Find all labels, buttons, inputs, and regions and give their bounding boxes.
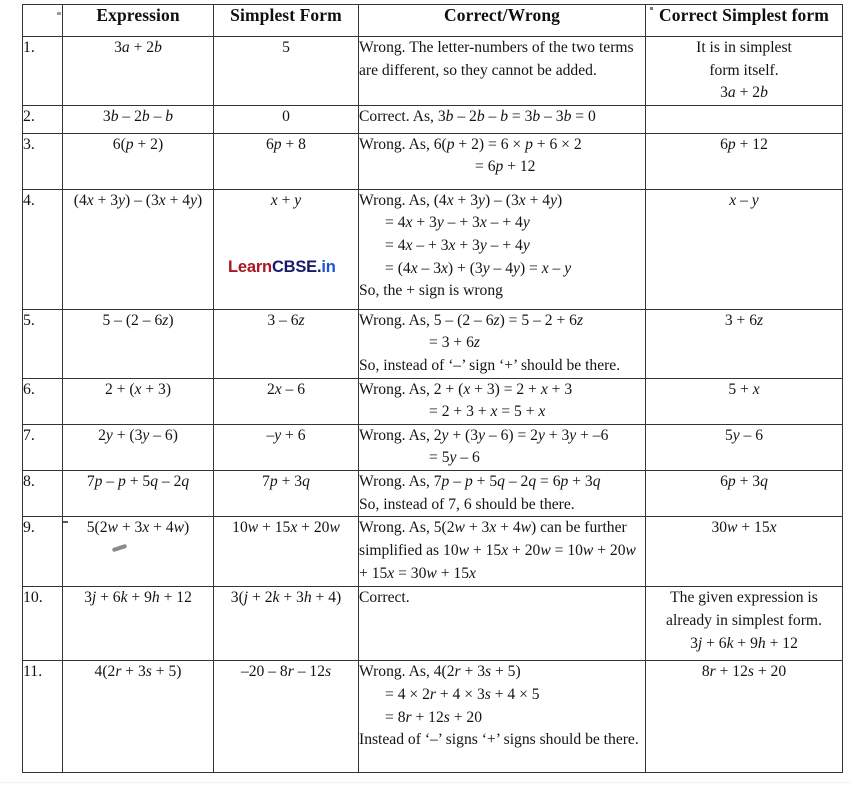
correct-simplest-form-cell: 3 + 6z — [646, 309, 843, 378]
correct-simplest-form-cell: 8r + 12s + 20 — [646, 661, 843, 773]
table-row — [23, 471, 843, 517]
row-number-cell: 10. — [23, 587, 63, 661]
row-number-cell: 3. — [23, 133, 63, 189]
correct-simplest-form-cell: 6p + 3q — [646, 471, 843, 517]
table-row — [23, 309, 843, 378]
row-number-cell: 9. — [23, 517, 63, 587]
table-row — [23, 378, 843, 424]
correct-wrong-cell: Wrong. As, (4x + 3y) – (3x + 4y) = 4x + 3y – + 3x – + 4y = 4x – + 3x + 3y – + 4y = (4x – 3x) + (3y – 4y) = x – y So, the + sign is wrong — [359, 189, 646, 309]
simplest-form-cell: –20 – 8r – 12s — [214, 661, 359, 773]
table-row — [23, 517, 843, 587]
correct-simplest-form-cell — [646, 105, 843, 133]
expression-cell: 6(p + 2) — [63, 133, 214, 189]
simplest-form-cell: 0 — [214, 105, 359, 133]
correct-simplest-form-cell: x – y — [646, 189, 843, 309]
table-row — [23, 105, 843, 133]
table-row — [23, 661, 843, 773]
correct-wrong-cell: Wrong. As, 7p – p + 5q – 2q = 6p + 3q So, instead of 7, 6 should be there. — [359, 471, 646, 517]
expression-cell: (4x + 3y) – (3x + 4y) — [63, 189, 214, 309]
correct-wrong-cell: Wrong. As, 4(2r + 3s + 5) = 4 × 2r + 4 × 3s + 4 × 5 = 8r + 12s + 20 Instead of ‘–’ signs ‘+’ signs should be there. — [359, 661, 646, 773]
table-body — [23, 37, 843, 773]
simplest-form-cell: 3(j + 2k + 3h + 4) — [214, 587, 359, 661]
correct-wrong-cell: Wrong. As, 2y + (3y – 6) = 2y + 3y + –6 = 5y – 6 — [359, 424, 646, 470]
simplest-form-cell: 10w + 15x + 20w — [214, 517, 359, 587]
correct-wrong-cell: Wrong. As, 5 – (2 – 6z) = 5 – 2 + 6z = 3 + 6z So, instead of ‘–’ sign ‘+’ should be there. — [359, 309, 646, 378]
scan-bottom-edge — [0, 782, 851, 783]
table-header-row — [23, 5, 843, 37]
row-number-cell: 6. — [23, 378, 63, 424]
simplest-form-cell: 7p + 3q — [214, 471, 359, 517]
row-number-cell: 2. — [23, 105, 63, 133]
expressions-table — [22, 4, 843, 773]
row-number-cell: 8. — [23, 471, 63, 517]
correct-wrong-cell: Correct. — [359, 587, 646, 661]
column-header-correct-simplest-form: Correct Simplest form — [646, 5, 843, 37]
expression-cell: 2 + (x + 3) — [63, 378, 214, 424]
table-row — [23, 587, 843, 661]
table-row — [23, 37, 843, 106]
expression-cell: 3j + 6k + 9h + 12 — [63, 587, 214, 661]
column-header-expression: Expression — [63, 5, 214, 37]
watermark-in-text: in — [321, 258, 336, 276]
table-row — [23, 133, 843, 189]
table-row — [23, 424, 843, 470]
correct-simplest-form-cell: 30w + 15x — [646, 517, 843, 587]
row-number-cell: 5. — [23, 309, 63, 378]
correct-simplest-form-cell: The given expression is already in simplest form. 3j + 6k + 9h + 12 — [646, 587, 843, 661]
expression-cell: 2y + (3y – 6) — [63, 424, 214, 470]
expression-cell: 3b – 2b – b — [63, 105, 214, 133]
row-number-cell: 1. — [23, 37, 63, 106]
watermark-cbse-text: CBSE. — [271, 258, 322, 276]
row-number-cell: 11. — [23, 661, 63, 773]
simplest-form-cell: 5 — [214, 37, 359, 106]
expression-cell: 4(2r + 3s + 5) — [63, 661, 214, 773]
column-header-correct-wrong: Correct/Wrong — [359, 5, 646, 37]
row-number-cell: 4. — [23, 189, 63, 309]
simplest-form-cell: –y + 6 — [214, 424, 359, 470]
correct-simplest-form-cell: 6p + 12 — [646, 133, 843, 189]
correct-wrong-cell: Wrong. As, 2 + (x + 3) = 2 + x + 3 = 2 + 3 + x = 5 + x — [359, 378, 646, 424]
expression-cell: 5 – (2 – 6z) — [63, 309, 214, 378]
correct-wrong-cell: Wrong. As, 6(p + 2) = 6 × p + 6 × 2 = 6p + 12 — [359, 133, 646, 189]
simplest-form-cell: x + y — [214, 189, 359, 309]
correct-simplest-form-cell: 5 + x — [646, 378, 843, 424]
expression-cell: 3a + 2b — [63, 37, 214, 106]
correct-wrong-cell: Wrong. The letter-numbers of the two terms are different, so they cannot be added. — [359, 37, 646, 106]
correct-simplest-form-cell: 5y – 6 — [646, 424, 843, 470]
table-row — [23, 189, 843, 309]
table-header — [23, 5, 843, 37]
simplest-form-cell: 3 – 6z — [214, 309, 359, 378]
correct-wrong-cell: Correct. As, 3b – 2b – b = 3b – 3b = 0 — [359, 105, 646, 133]
column-header-sno — [23, 5, 63, 37]
expression-cell: 7p – p + 5q – 2q — [63, 471, 214, 517]
watermark-learn-text: Learn — [228, 258, 272, 276]
row-number-cell: 7. — [23, 424, 63, 470]
column-header-simplest-form: Simplest Form — [214, 5, 359, 37]
simplest-form-cell: 2x – 6 — [214, 378, 359, 424]
correct-wrong-cell: Wrong. As, 5(2w + 3x + 4w) can be further simplified as 10w + 15x + 20w = 10w + 20w + 15x = 30w + 15x — [359, 517, 646, 587]
correct-simplest-form-cell: It is in simplest form itself. 3a + 2b — [646, 37, 843, 106]
expression-cell: 5(2w + 3x + 4w) — [63, 517, 214, 587]
simplest-form-cell: 6p + 8 — [214, 133, 359, 189]
